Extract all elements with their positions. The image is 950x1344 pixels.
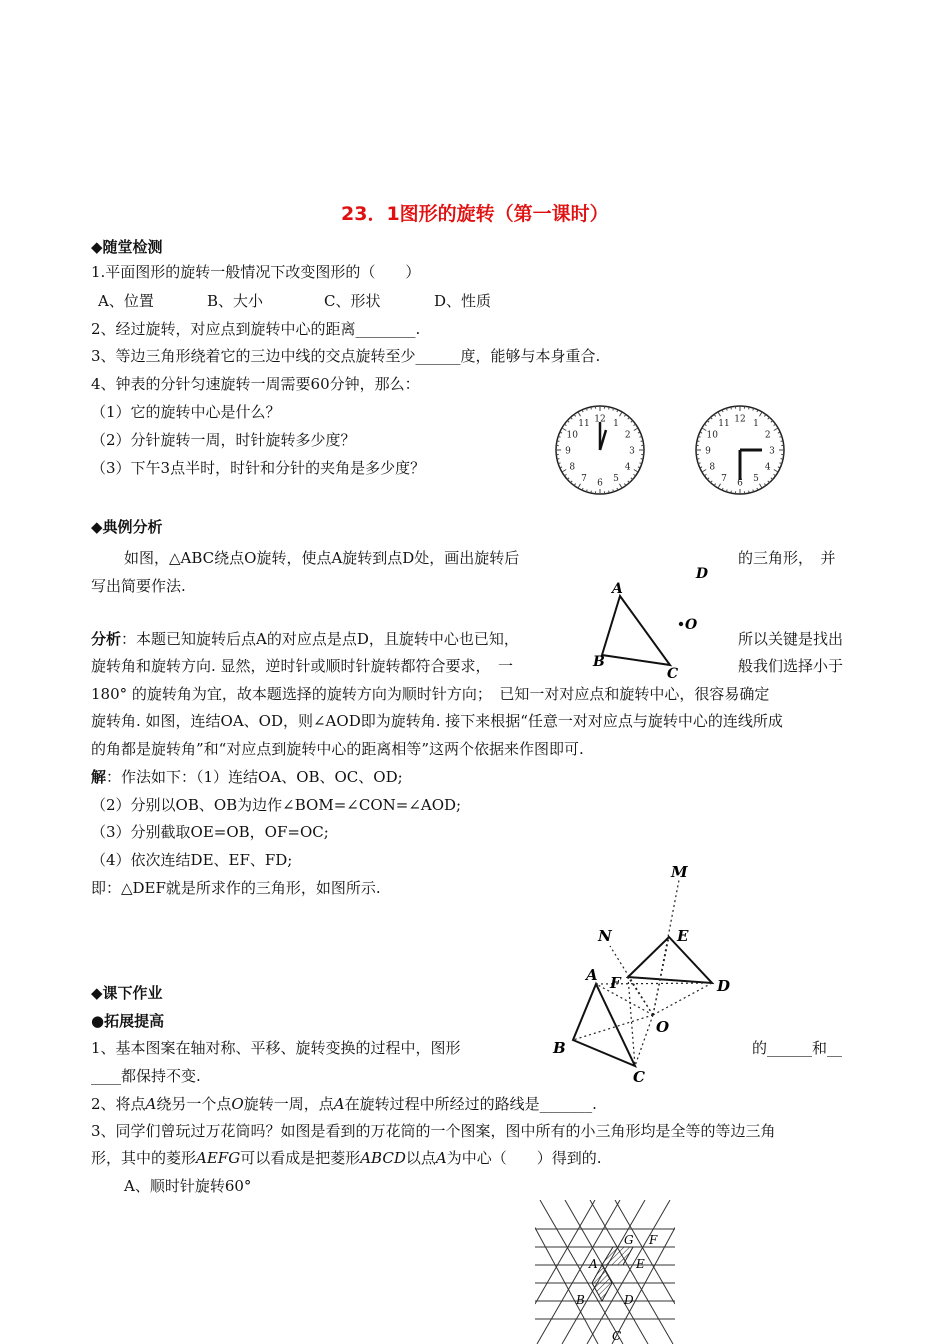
clock-tick <box>557 441 559 442</box>
section-heading-example: ◆典例分析 <box>91 518 163 536</box>
clock-numeral: 4 <box>764 462 771 473</box>
clock-numeral: 10 <box>706 430 719 441</box>
fig2-label-m: M <box>671 863 688 881</box>
fig3-label-a: A <box>589 1257 598 1271</box>
fig1-label-b: B <box>593 654 605 670</box>
clock-tick <box>781 441 783 442</box>
clock-tick <box>774 428 778 431</box>
q1-option-c: C、形状 <box>324 292 381 310</box>
analysis-line-1a <box>91 629 519 649</box>
clock-tick <box>702 470 706 473</box>
page-title: 23．1图形的旋转（第一课时） <box>341 203 609 225</box>
solution-label: 解 <box>91 768 107 786</box>
clock-tick <box>578 484 581 488</box>
fig1-label-a: A <box>612 581 623 597</box>
analysis-text-2b: 般我们选择小于 <box>738 657 844 675</box>
fig3-label-d: D <box>624 1293 634 1307</box>
homework-3a: 3、同学们曾玩过万花筒吗？如图是看到的万花筒的一个图案，图中所有的小三角形均是全等的等边三角 <box>91 1122 776 1140</box>
clock-tick <box>634 424 636 425</box>
analysis-text-2a: 旋转角和旋转方向. 显然，逆时针或顺时针旋转都符合要求， 一 <box>91 657 514 675</box>
clock-tick <box>591 491 592 493</box>
question-2: 2、经过旋转，对应点到旋转中心的距离________. <box>91 320 421 338</box>
q1-option-b: B、大小 <box>207 292 264 310</box>
clock-tick <box>557 459 559 460</box>
h2-text-d: 在旋转过程中所经过的路线是_______. <box>344 1095 597 1113</box>
clock-tick <box>771 421 773 423</box>
question-4-sub2: （2）分针旋转一周，时针旋转多少度？ <box>91 431 356 449</box>
clock-tick <box>714 414 715 416</box>
q1-option-d: D、性质 <box>434 292 492 310</box>
clock-tick <box>771 478 773 480</box>
analysis-text-1a: ：本题已知旋转后点A的对应点是点D，且旋转中心也已知， <box>121 630 519 648</box>
fig1-label-c: C <box>667 666 679 682</box>
example-text-1b: 的三角形， 并 <box>738 549 836 567</box>
clock-tick <box>707 421 709 423</box>
clock-numeral: 5 <box>613 474 619 485</box>
clock-numeral: 7 <box>721 474 727 485</box>
clock-tick <box>711 417 713 419</box>
clock-numeral: 1 <box>613 418 619 429</box>
clock-tick <box>707 478 709 480</box>
clock-numeral: 3 <box>629 446 635 457</box>
clock-numeral: 11 <box>578 418 590 429</box>
h2-point-o: O <box>231 1095 244 1113</box>
clock-numeral: 5 <box>753 474 759 485</box>
fig2-label-f: F <box>610 974 621 992</box>
clock-tick <box>634 474 636 475</box>
clock-tick <box>567 478 569 480</box>
clock-tick <box>718 484 721 488</box>
analysis-label: 分析 <box>91 630 122 648</box>
question-4-sub1: （1）它的旋转中心是什么？ <box>91 403 281 421</box>
clock-tick <box>760 412 763 416</box>
clock-tick <box>760 484 763 488</box>
clock-tick <box>774 424 776 425</box>
analysis-text-4: 旋转角. 如图，连结OA、OD，则∠AOD即为旋转角. 接下来根据“任意一对对应点与旋转中心的连线所成 <box>91 712 783 730</box>
h3-point-a: A <box>435 1149 447 1167</box>
clock-tick <box>609 491 610 493</box>
clock-tick <box>749 407 750 409</box>
solution-line-1 <box>91 767 403 787</box>
homework-3-option-a: A、顺时针旋转60° <box>124 1177 252 1195</box>
clock-numeral: 6 <box>737 478 743 489</box>
clock-tick <box>731 407 732 409</box>
example-text-1a: 如图，△ABC绕点O旋转，使点A旋转到点D处，画出旋转后 <box>124 549 520 567</box>
clock-tick <box>578 412 581 416</box>
fig2-label-n: N <box>598 927 612 945</box>
clock-tick <box>562 470 566 473</box>
clock-tick <box>574 484 575 486</box>
clock-tick <box>697 441 699 442</box>
solution-text-1: ：作法如下：（1）连结OA、OB、OC、OD; <box>106 768 403 786</box>
clock-numeral: 3 <box>769 446 775 457</box>
analysis-text-3: 180° 的旋转角为宜，故本题选择的旋转方向为顺时针方向； 已知一对对应点和旋转中心，很容易确定 <box>91 685 770 703</box>
clock-tick <box>609 407 610 409</box>
h2-point-a: A <box>145 1095 157 1113</box>
clock-tick <box>620 484 623 488</box>
clock-tick <box>624 414 625 416</box>
fig3-label-c: C <box>612 1329 622 1343</box>
clock-tick <box>571 481 573 483</box>
solution-text-2: （2）分别以OB、OB为边作∠BOM=∠CON=∠AOD; <box>91 796 462 814</box>
clock-numeral: 2 <box>764 430 771 441</box>
q1-option-a: A、位置 <box>98 292 154 310</box>
triangle-figure-1 <box>590 560 710 685</box>
clock-numeral: 8 <box>709 462 716 473</box>
analysis-text-1b: 所以关键是找出 <box>738 630 844 648</box>
clock-numeral: 2 <box>624 430 631 441</box>
clock-numeral: 10 <box>566 430 579 441</box>
clock-tick <box>567 421 569 423</box>
clock-tick <box>768 481 770 483</box>
question-3: 3、等边三角形绕着它的三边中线的交点旋转至少______度，能够与本身重合. <box>91 347 601 365</box>
h3-text-c: 可以看成是把菱形 <box>240 1149 361 1167</box>
clock-tick <box>641 459 643 460</box>
h3-text-e: 为中心（ ）得到的. <box>446 1149 602 1167</box>
fig3-label-b: B <box>576 1293 585 1307</box>
clock-tick <box>628 481 630 483</box>
fig2-label-e: E <box>677 927 689 945</box>
clock-numeral: 11 <box>718 418 730 429</box>
clock-figure-right <box>690 402 790 498</box>
rotation-construction-figure <box>548 860 748 1090</box>
clock-numeral: 9 <box>565 446 571 457</box>
kaleidoscope-figure <box>535 1200 675 1344</box>
fig2-label-d: D <box>717 977 731 995</box>
clock-tick <box>564 474 566 475</box>
h3-rhombus-abcd: ABCD <box>360 1149 406 1167</box>
clock-numeral: 8 <box>569 462 576 473</box>
h2-point-a2: A <box>333 1095 345 1113</box>
clock-numeral: 12 <box>594 414 606 425</box>
fig1-label-o: O <box>685 617 698 633</box>
h2-text-c: 旋转一周，点 <box>243 1095 334 1113</box>
clock-tick <box>774 474 776 475</box>
clock-tick <box>704 474 706 475</box>
fig2-label-a: A <box>586 966 598 984</box>
h2-text-a: 2、将点 <box>91 1095 146 1113</box>
fig3-label-f: F <box>649 1233 658 1247</box>
clock-tick <box>714 484 715 486</box>
clock-figure-left <box>550 402 650 498</box>
homework-1a: 1、基本图案在轴对称、平移、旋转变换的过程中，图形 <box>91 1039 461 1057</box>
section-heading-homework: ◆课下作业 <box>91 984 163 1002</box>
solution-text-3: （3）分别截取OE=OB，OF=OC; <box>91 823 329 841</box>
h3-text-d: 以点 <box>405 1149 436 1167</box>
question-1-stem: 1.平面图形的旋转一般情况下改变图形的（ ） <box>91 263 421 281</box>
clock-tick <box>631 421 633 423</box>
solution-text-4: （4）依次连结DE、EF、FD; <box>91 851 293 869</box>
example-text-2: 写出简要作法. <box>91 577 186 595</box>
clock-tick <box>631 478 633 480</box>
analysis-text-5: 的角都是旋转角”和“对应点到旋转中心的距离相等”这两个依据来作图即可. <box>91 740 584 758</box>
clock-tick <box>591 407 592 409</box>
clock-tick <box>634 470 638 473</box>
clock-numeral: 4 <box>624 462 631 473</box>
section-heading-practice: ◆随堂检测 <box>91 238 163 256</box>
clock-tick <box>641 441 643 442</box>
clock-tick <box>711 481 713 483</box>
fig3-label-e: E <box>636 1257 645 1271</box>
clock-tick <box>774 470 778 473</box>
fig1-label-d: D <box>695 566 708 582</box>
homework-1c: ____都保持不变. <box>91 1067 201 1085</box>
clock-tick <box>624 484 625 486</box>
clock-numeral: 7 <box>581 474 587 485</box>
homework-1b: 的______和__ <box>752 1039 843 1057</box>
clock-tick <box>620 412 623 416</box>
fig2-label-b: B <box>553 1039 566 1057</box>
h3-text-b: 形，其中的菱形 <box>91 1149 197 1167</box>
clock-tick <box>764 484 765 486</box>
homework-2 <box>91 1094 597 1114</box>
homework-3b <box>91 1148 602 1168</box>
clock-tick <box>574 414 575 416</box>
clock-tick <box>704 424 706 425</box>
clock-tick <box>718 412 721 416</box>
clock-numeral: 6 <box>597 478 603 489</box>
clock-tick <box>764 414 765 416</box>
question-4-stem: 4、钟表的分针匀速旋转一周需要60分钟，那么： <box>91 375 420 393</box>
fig3-label-g: G <box>624 1233 634 1247</box>
clock-numeral: 12 <box>734 414 746 425</box>
clock-tick <box>731 491 732 493</box>
clock-numeral: 1 <box>753 418 759 429</box>
solution-text-5: 即：△DEF就是所求作的三角形，如图所示. <box>91 879 381 897</box>
clock-tick <box>571 417 573 419</box>
clock-tick <box>781 459 783 460</box>
clock-tick <box>749 491 750 493</box>
fig2-label-c: C <box>633 1068 645 1086</box>
h2-text-b: 绕另一个点 <box>156 1095 232 1113</box>
section-subheading-extension: ●拓展提高 <box>91 1012 165 1030</box>
clock-tick <box>628 417 630 419</box>
clock-numeral: 9 <box>705 446 711 457</box>
clock-tick <box>697 459 699 460</box>
clock-tick <box>564 424 566 425</box>
h3-rhombus-aefg: AEFG <box>196 1149 241 1167</box>
fig2-label-o: O <box>656 1018 670 1036</box>
clock-tick <box>634 428 638 431</box>
question-4-sub3: （3）下午3点半时，时针和分针的夹角是多少度？ <box>91 459 426 477</box>
clock-tick <box>768 417 770 419</box>
